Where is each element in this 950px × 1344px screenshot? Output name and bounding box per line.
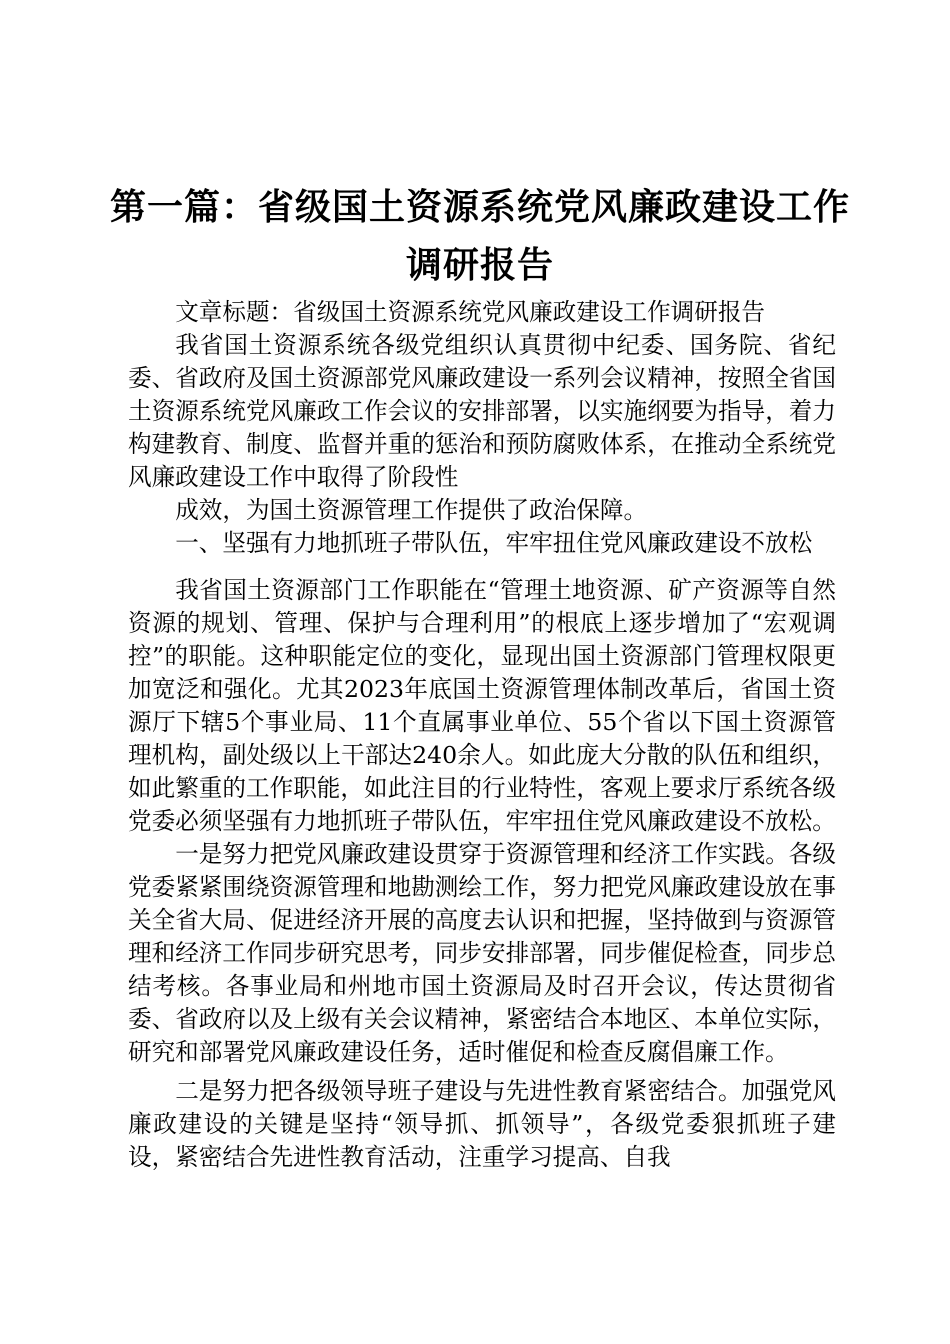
paragraph-functions: 我省国土资源部门工作职能在“管理土地资源、矿产资源等自然资源的规划、管理、保护与合理利用”的根底上逐步增加了“宏观调控”的职能。这种职能定位的变化，显现出国土资源部门管理权限更加宽泛和强化。尤其2023年底国土资源管理体制改革后，省国土资源厅下辖5个事业局、11个直属事业单位、55个省以下国土资源管理机构，副处级以上干部达240余人。如此庞大分散的队伍和组织，如此繁重的工作职能，如此注目的行业特性，客观上要求厅系统各级党委必须坚强有力地抓班子带队伍，牢牢扭住党风廉政建设不放松。 <box>128 576 836 835</box>
paragraph-intro: 我省国土资源系统各级党组织认真贯彻中纪委、国务院、省纪委、省政府及国土资源部党风廉政建设一系列会议精神，按照全省国土资源系统党风廉政工作会议的安排部署，以实施纲要为指导，着力构建教育、制度、监督并重的惩治和预防腐败体系，在推动全系统党风廉政建设工作中取得了阶段性 <box>128 331 836 491</box>
paragraph-point-2: 二是努力把各级领导班子建设与先进性教育紧密结合。加强党风廉政建设的关键是坚持“领导抓、抓领导”，各级党委狠抓班子建设，紧密结合先进性教育活动，注重学习提高、自我 <box>128 1077 836 1171</box>
paragraph-point-1: 一是努力把党风廉政建设贯穿于资源管理和经济工作实践。各级党委紧紧围绕资源管理和地勘测绘工作，努力把党风廉政建设放在事关全省大局、促进经济开展的高度去认识和把握，坚持做到与资源管理和经济工作同步研究思考，同步安排部署，同步催促检查，同步总结考核。各事业局和州地市国土资源局及时召开会议，传达贯彻省委、省政府以及上级有关会议精神，紧密结合本地区、本单位实际，研究和部署党风廉政建设任务，适时催促和检查反腐倡廉工作。 <box>128 840 836 1066</box>
document-title-line-1: 第一篇：省级国土资源系统党风廉政建设工作 <box>110 187 851 228</box>
section-heading-1: 一、坚强有力地抓班子带队伍，牢牢扭住党风廉政建设不放松 <box>175 529 813 557</box>
document-body <box>128 296 836 1174</box>
article-title-line: 文章标题：省级国土资源系统党风廉政建设工作调研报告 <box>175 298 766 326</box>
paragraph-intro-continued: 成效，为国土资源管理工作提供了政治保障。 <box>175 496 648 524</box>
document-title-line-2: 调研报告 <box>405 245 554 286</box>
